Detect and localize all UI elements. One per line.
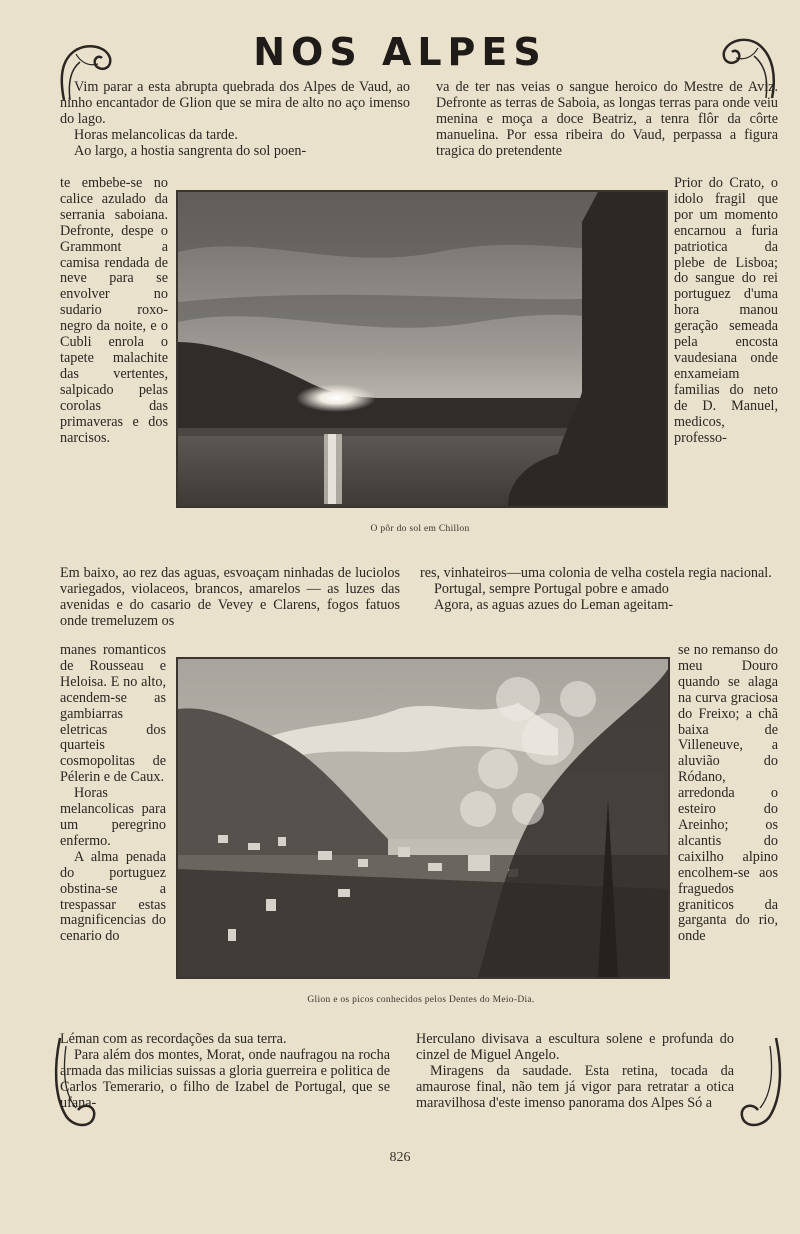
paragraph: se no remanso do meu Douro quando se alaga na curva graciosa do Freixo; a chã baixa de Villeneuve, a aluvião do Ródano, arredonda o esteiro do Areinho; os alcantis do caixilho alpino encolhem-se aos fraguedos graniticos da garganta do rio, onde	[678, 642, 778, 945]
glion-photo-image	[178, 659, 668, 977]
paragraph: Agora, as aguas azues do Leman ageitam-	[434, 596, 674, 613]
paragraph: manes romanticos de Rousseau e Heloisa. E no alto, acendem-se as gambiarras eletricas dos quarteis cosmopolitas de Pélerin e de Caux.	[60, 642, 166, 786]
sunset-photo-image	[178, 192, 666, 506]
right-narrow-text-1	[674, 176, 778, 446]
left-column-intro	[60, 80, 410, 160]
paragraph: Miragens da saudade. Esta retina, tocada da amaurose final, não tem já vigor para retratar a otica maravilhosa d'este imenso panorama dos Alpes Só a	[416, 1062, 734, 1111]
left-bottom-text	[60, 1032, 390, 1112]
right-column-intro	[436, 80, 778, 160]
photo-caption: O pôr do sol em Chillon	[370, 524, 470, 534]
paragraph: Para além dos montes, Morat, onde naufragou na rocha armada das milicias suissas a gloria guerreira e politica de Carlos Temerario, o filho de Izabel de Portugal, que se ufana-	[60, 1046, 390, 1111]
paragraph: A alma penada do portuguez obstina-se a trespassar estas magnificencias do cenario do	[60, 848, 166, 945]
paragraph: Herculano divisava a escultura solene e profunda do cinzel de Miguel Angelo.	[416, 1031, 734, 1063]
art-nouveau-ornament-icon	[738, 1036, 784, 1130]
photo-glion	[176, 657, 670, 979]
paragraph: Ao largo, a hostia sangrenta do sol poen-	[74, 142, 307, 159]
article-title: NOS ALPES	[253, 30, 547, 74]
paragraph: va de ter nas veias o sangue heroico do Mestre de Aviz. Defronte as terras de Saboia, as longas terras para onde veiu menina e moça a doce Beatriz, a tenra flôr da côrte manuelina. Por essa ribeira do Vaud, perpassa a figura tragica do pretendente	[436, 79, 778, 159]
paragraph: Em baixo, ao rez das aguas, esvoaçam ninhadas de luciolos variegados, violaceos, brancos, amarelos — as luzes das avenidas e do casario de Vevey e Clarens, fogos fatuos onde tremeluzem os	[60, 565, 400, 629]
paragraph: te embebe-se no calice azulado da serrania saboiana. Defronte, despe o Grammont a camisa rendada de neve para se envolver no sudario roxo-negro da noite, e o Cubli enrola o tapete malachite das vertentes, salpicado pelas corolas das primaveras e dos narcisos.	[60, 175, 168, 446]
paragraph: Prior do Crato, o idolo fragil que por um momento encarnou a furia patriotica da plebe de Lisboa; do sangue do rei portuguez d'uma hora manou geração semeada pela encosta vaudesiana onde enxameiam familias do neto de D. Manuel, medicos, professo-	[674, 175, 778, 446]
photo-sunset-chillon	[176, 190, 668, 508]
paragraph: Vim parar a esta abrupta quebrada dos Alpes de Vaud, ao ninho encantador de Glion que se mira de alto no aço imenso do lago.	[60, 79, 410, 127]
paragraph: res, vinhateiros—uma colonia de velha costela regia nacional.	[420, 565, 772, 581]
left-wide-text-1	[60, 566, 400, 630]
right-narrow-text-2	[678, 643, 778, 945]
photo-caption: Glion e os picos conhecidos pelos Dentes do Meio-Dia.	[307, 995, 535, 1005]
paragraph: Léman com as recordações da sua terra.	[60, 1031, 287, 1047]
right-wide-text-1	[420, 566, 776, 614]
left-narrow-text-2	[60, 643, 166, 945]
paragraph: Horas melancolicas para um peregrino enfermo.	[60, 785, 166, 849]
paragraph: Horas melancolicas da tarde.	[74, 126, 238, 143]
right-bottom-text	[416, 1032, 734, 1112]
page-number: 826	[389, 1150, 411, 1165]
left-narrow-text-1	[60, 176, 168, 446]
paragraph: Portugal, sempre Portugal pobre e amado	[434, 580, 669, 597]
